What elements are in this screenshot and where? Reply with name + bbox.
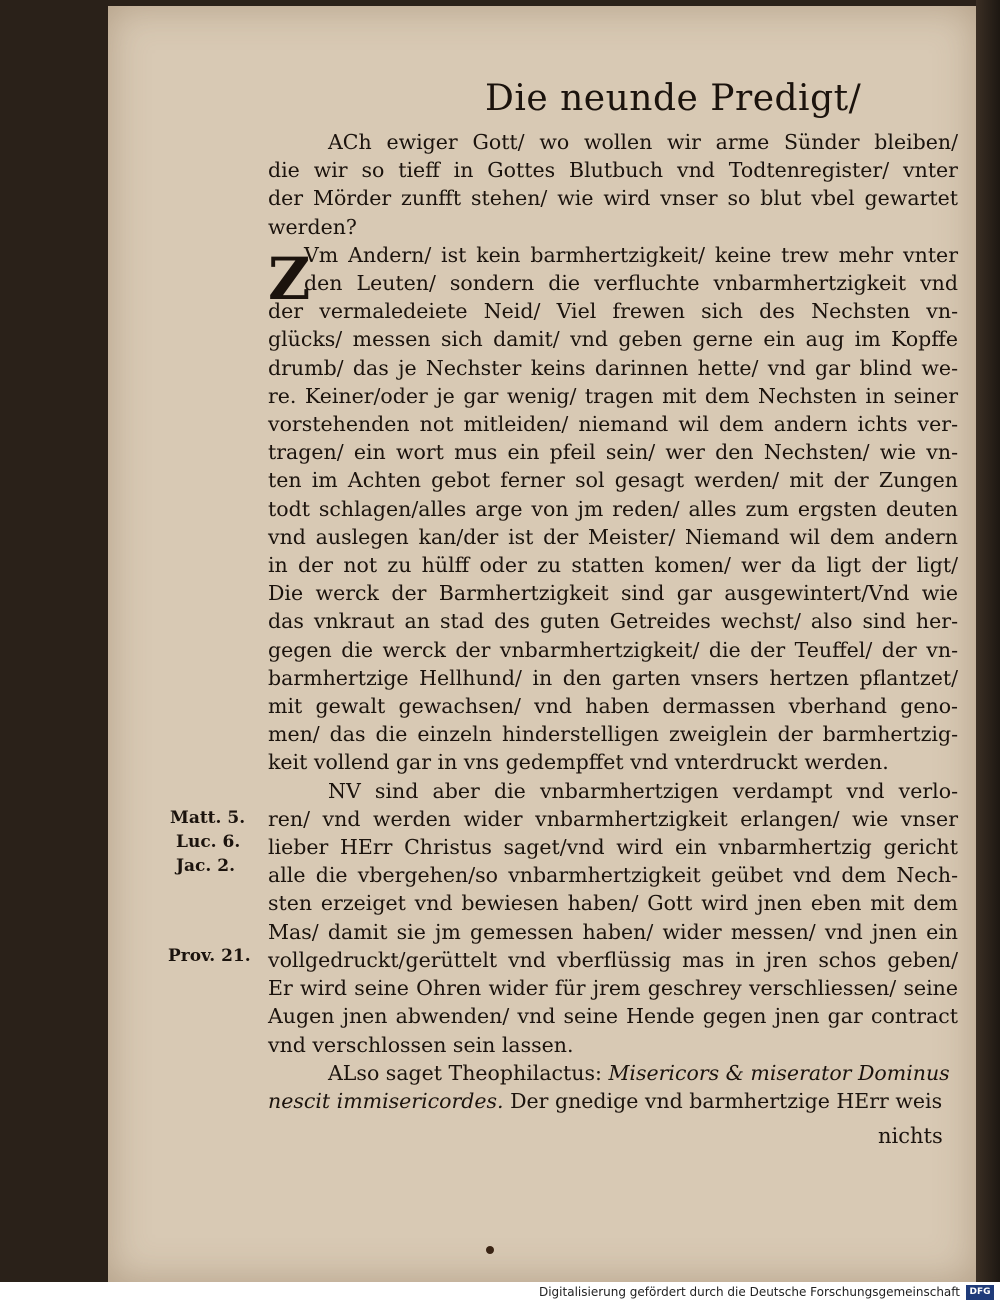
text-line: Die werck der Barmhertzigkeit sind gar ausgewintert/Vnd wie <box>268 581 958 606</box>
ink-spot <box>486 1246 494 1254</box>
text-line: tragen/ ein wort mus ein pfeil sein/ wer den Nechsten/ wie vn- <box>268 440 958 465</box>
text-line: drumb/ das je Nechster keins darinnen hette/ vnd gar blind we- <box>268 355 958 380</box>
latin-quote: Misericors & miserator Dominus <box>608 1060 950 1085</box>
text-line: die wir so tieff in Gottes Blutbuch vnd Todtenregister/ vnter <box>268 158 958 183</box>
paragraph-4 <box>268 1059 958 1115</box>
text-run: Der gnedige vnd barmhertzige HErr weis <box>503 1088 943 1113</box>
text-line: keit vollend gar in vns gedempffet vnd vnterdruckt werden. <box>268 750 889 775</box>
text-line: men/ das die einzeln hinderstelligen zweiglein der barmhertzig- <box>268 722 958 747</box>
text-line <box>268 1087 958 1115</box>
text-line: vnd verschlossen sein lassen. <box>268 1032 574 1057</box>
text-line: ten im Achten gebot ferner sol gesagt werden/ mit der Zungen <box>268 468 958 493</box>
text-line: ACh ewiger Gott/ wo wollen wir arme Sünder bleiben/ <box>328 130 958 154</box>
text-line: mit gewalt gewachsen/ vnd haben dermassen vberhand geno- <box>268 694 958 719</box>
text-line: werden? <box>268 214 357 239</box>
text-line: ren/ vnd werden wider vnbarmhertzigkeit erlangen/ wie vnser <box>268 806 958 831</box>
paragraph-2 <box>268 241 958 777</box>
drop-capital: Z <box>268 245 311 313</box>
text-line: vollgedruckt/gerüttelt vnd vberflüssig mas in jren schos geben/ <box>268 947 958 972</box>
paragraph-1 <box>268 128 958 241</box>
page-edge <box>976 0 1000 1282</box>
text-line: in der not zu hülff oder zu statten komen/ wer da ligt der ligt/ <box>268 553 958 578</box>
text-line: der vermaledeiete Neid/ Viel frewen sich des Nechsten vn- <box>268 299 958 324</box>
latin-quote: nescit immisericordes. <box>268 1088 504 1113</box>
text-line: Vm Andern/ ist kein barmhertzigkeit/ keine trew mehr vnter <box>304 242 958 267</box>
main-text <box>268 128 958 1115</box>
text-line: Er wird seine Ohren wider für jrem geschrey verschliessen/ seine <box>268 976 958 1001</box>
text-line: vorstehenden not mitleiden/ niemand wil dem andern ichts ver- <box>268 412 958 437</box>
marginal-reference: Luc. 6. <box>176 832 241 852</box>
footer-credit: Digitalisierung gefördert durch die Deutsche Forschungsgemeinschaft <box>538 1285 960 1299</box>
text-line: Mas/ damit sie jm gemessen haben/ wider messen/ vnd jnen ein <box>268 919 958 944</box>
text-line: sten erzeiget vnd bewiesen haben/ Gott wird jnen eben mit dem <box>268 891 958 916</box>
text-line: NV sind aber die vnbarmhertzigen verdampt vnd verlo- <box>328 778 958 803</box>
text-line: der Mörder zunfft stehen/ wie wird vnser so blut vbel gewartet <box>268 186 958 211</box>
running-head: Die neunde Predigt/ <box>485 78 862 119</box>
text-line: das vnkraut an stad des guten Getreides wechst/ also sind her- <box>268 609 958 634</box>
text-line: Augen jnen abwenden/ vnd seine Hende gegen jnen gar contract <box>268 1004 958 1029</box>
catchword: nichts <box>878 1124 943 1148</box>
text-line: glücks/ messen sich damit/ vnd geben gerne ein aug im Kopffe <box>268 327 958 352</box>
text-line: alle die vbergehen/so vnbarmhertzigkeit geübet vnd dem Nech- <box>268 863 958 888</box>
text-line: todt schlagen/alles arge von jm reden/ alles zum ergsten deuten <box>268 496 958 521</box>
text-run: ALso saget Theophilactus: <box>328 1060 609 1085</box>
text-line: vnd auslegen kan/der ist der Meister/ Niemand wil dem andern <box>268 524 958 549</box>
text-line: lieber HErr Christus saget/vnd wird ein vnbarmhertzig gericht <box>268 835 958 860</box>
marginal-reference: Jac. 2. <box>176 856 235 876</box>
marginal-reference: Prov. 21. <box>168 946 251 966</box>
marginal-reference: Matt. 5. <box>170 808 246 828</box>
text-line: den Leuten/ sondern die verfluchte vnbarmhertzigkeit vnd <box>304 271 958 296</box>
text-line: barmhertzige Hellhund/ in den garten vnsers hertzen pflantzet/ <box>268 665 958 690</box>
paragraph-3 <box>268 777 958 1059</box>
text-line: gegen die werck der vnbarmhertzigkeit/ die der Teuffel/ der vn- <box>268 637 958 662</box>
dfg-logo-icon: DFG <box>966 1285 994 1300</box>
text-line <box>268 1059 958 1087</box>
text-line: re. Keiner/oder je gar wenig/ tragen mit dem Nechsten in seiner <box>268 383 958 408</box>
